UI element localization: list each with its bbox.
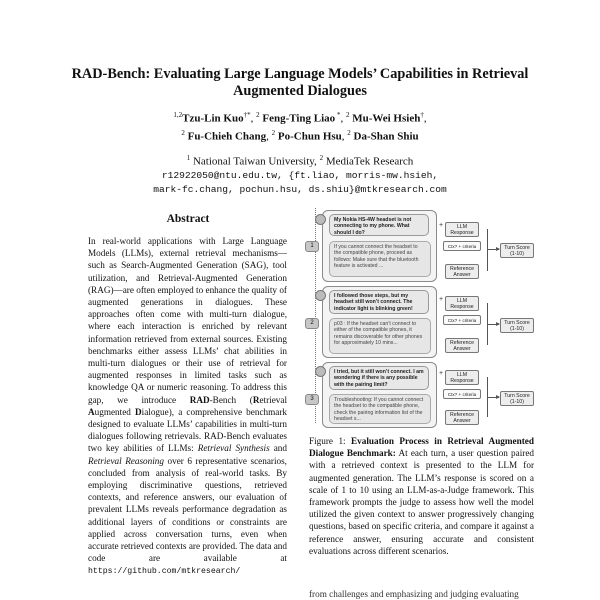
judge-criteria-box: Ctx? + criteria: [443, 241, 481, 251]
author-6-name: Da-Shan Shiu: [353, 130, 419, 143]
abstract-text: ialogue), a comprehensive benchmark designed to evaluate LLMs’ capabilities in multi-turn dialogues following retrievals. RAD-Bench evaluates two key abilities of LLMs:: [88, 406, 287, 454]
flow-arrow: [487, 397, 499, 398]
abstract-italic: Retrieval Reasoning: [88, 455, 164, 466]
llm-response-box: LLM Response: [445, 370, 479, 385]
caption-bold: Evaluation Process in Retrieval Augmented Dialogue Benchmark:: [309, 436, 534, 459]
abstract-text: etrieval: [259, 394, 287, 405]
user-avatar-icon: [315, 366, 326, 377]
author-6-sup: 2: [347, 128, 351, 137]
author-5-sup: 2: [271, 128, 276, 137]
abstract-heading: Abstract: [166, 213, 210, 225]
abstract-bold: RAD: [189, 394, 210, 405]
llm-response-box: LLM Response: [445, 296, 479, 311]
abstract-bold: A: [88, 406, 95, 417]
author-1-mark: †*: [243, 111, 251, 119]
abstract-bold: R: [252, 394, 260, 405]
turn-badge: 3: [305, 394, 319, 405]
author-list: [60, 108, 540, 143]
abstract-body: [88, 235, 287, 579]
turn-score-box: Turn Score (1-10): [500, 391, 534, 406]
flow-arrow: [487, 249, 499, 250]
paper-title: [40, 66, 560, 100]
user-avatar-icon: [315, 290, 326, 301]
author-sep: ,: [250, 112, 257, 125]
author-1-name: Tzu-Lin Kuo: [182, 112, 244, 125]
turn-score-box: Turn Score (1-10): [500, 243, 534, 258]
title-line-2: Augmented Dialogues: [233, 83, 367, 99]
author-sep: ,: [423, 112, 427, 125]
figure-caption: [309, 435, 534, 557]
author-2-mark: *: [335, 111, 341, 119]
affil-sup-2: 2: [319, 154, 324, 162]
retrieved-context: p03 : If the headset can’t connect to either of the compatible phones, it remains discoverable for other phones for approximately 10 mins...: [329, 318, 431, 354]
judge-criteria-box: Ctx? + criteria: [443, 389, 481, 399]
turn-badge: 2: [305, 318, 319, 329]
abstract-italic: Retrieval Synthesis: [197, 443, 270, 454]
email-line-1: r12922050@ntu.edu.tw, {ft.liao, morris-mw.hsieh,: [161, 169, 439, 181]
affiliation-1: National Taiwan University,: [192, 155, 317, 168]
author-5-name: Po-Chun Hsu: [277, 130, 342, 143]
author-sep: ,: [266, 130, 272, 143]
author-sep: ,: [341, 130, 348, 143]
plus-sign: +: [439, 222, 444, 229]
author-3-mark: †: [420, 111, 424, 119]
abstract-bold: D: [135, 406, 142, 417]
retrieved-context: Troubleshooting: If you cannot connect the headset to the compatible phone, check the pairing information list of the headset s...: [329, 394, 431, 424]
abstract-text: over 6 representative scenarios, concluded from analysis of real-world tasks. By employing discriminative questions, retrieved contexts, and reference answers, our evaluation of prevalent LLMs reveals performance degradation as additional layers of conditions or constraints are applied across conversation turns, even when accurate retrieved contexts are provided. The data and code are available at: [88, 455, 287, 564]
user-question: I tried, but it still won’t connect. I am wondering if there is any possible with the pairing limit?: [329, 366, 429, 390]
retrieved-context: If you cannot connect the headset to the compatible phone, proceed as follows: Make sure that the bluetooth feature is activated ...: [329, 241, 431, 277]
reference-answer-box: Reference Answer: [445, 338, 479, 353]
llm-response-box: LLM Response: [445, 222, 479, 237]
reference-answer-box: Reference Answer: [445, 264, 479, 279]
user-question: I followed those steps, but my headset still won’t connect. The indicator light is blinking green!: [329, 290, 429, 314]
author-4-name: Fu-Chieh Chang: [187, 130, 267, 143]
judge-criteria-box: Ctx? + criteria: [443, 315, 481, 325]
flow-line: [487, 229, 488, 271]
abstract-text: -Bench (: [209, 394, 253, 405]
reference-answer-box: Reference Answer: [445, 410, 479, 425]
turn-score-box: Turn Score (1-10): [500, 318, 534, 333]
affil-sup-1: 1: [186, 154, 191, 162]
plus-sign: +: [439, 296, 444, 303]
affiliations: [60, 151, 540, 197]
plus-sign: +: [439, 370, 444, 377]
turn-badge: 1: [305, 241, 319, 252]
abstract-text: In real-world applications with Large Language Models (LLMs), external retrieval mechanisms—such as Search-Augmented Generation (SAG), tool utilization, and Retrieval-Augmented Generation (RAG)—are often employed to enhance the quality of augmented generations in dialogues. These approaches often come with multi-turn dialogue, where each interaction is enriched by relevant information retrieved from external sources. Existing benchmarks either assess LLMs’ chat abilities in multi-turn dialogues or their use of retrieval for augmented responses in limited tasks such as knowledge QA or numeric reasoning. To address this gap, we introduce: [88, 236, 287, 405]
author-3-name: Mu-Wei Hsieh: [352, 112, 421, 125]
author-2-sup: 2: [256, 111, 260, 119]
caption-prefix: Figure 1:: [309, 436, 352, 446]
author-1-sup: 1,2: [173, 111, 183, 119]
author-sep: ,: [340, 112, 346, 125]
author-3-sup: 2: [345, 111, 350, 119]
flow-arrow: [487, 324, 499, 325]
title-line-1: RAD-Bench: Evaluating Large Language Models’ Capabilities in Retrieval: [71, 66, 529, 82]
caption-text: At each turn, a user question paired with a retrieved context is presented to the LLM for augmented generation. The LLM’s response is scored on a scale of 1 to 10 using an LLM-as-a-Judge framework. This framework prompts the judge to assess how well the model utilized the given context to answer progressively changing questions, based on specific criteria, and compare it against a reference answer, ensuring accurate and consistent evaluations across different scenarios.: [309, 448, 534, 556]
affiliation-2: MediaTek Research: [325, 155, 414, 168]
user-question: My Nokia HS-4W headset is not connecting to my phone. What should I do?: [329, 214, 429, 236]
user-avatar-icon: [315, 214, 326, 225]
github-link[interactable]: https://github.com/mtkresearch/: [88, 567, 241, 577]
author-2-name: Feng-Ting Liao: [262, 112, 336, 125]
abstract-text: ugmented: [94, 406, 136, 417]
author-4-sup: 2: [181, 128, 185, 137]
email-line-2: mark-fc.chang, pochun.hsu, ds.shiu}@mtkresearch.com: [153, 183, 447, 195]
figure-1: [305, 208, 535, 428]
abstract-text: and: [269, 443, 287, 454]
cut-off-text: from challenges and emphasizing and judging evaluating: [309, 589, 519, 599]
